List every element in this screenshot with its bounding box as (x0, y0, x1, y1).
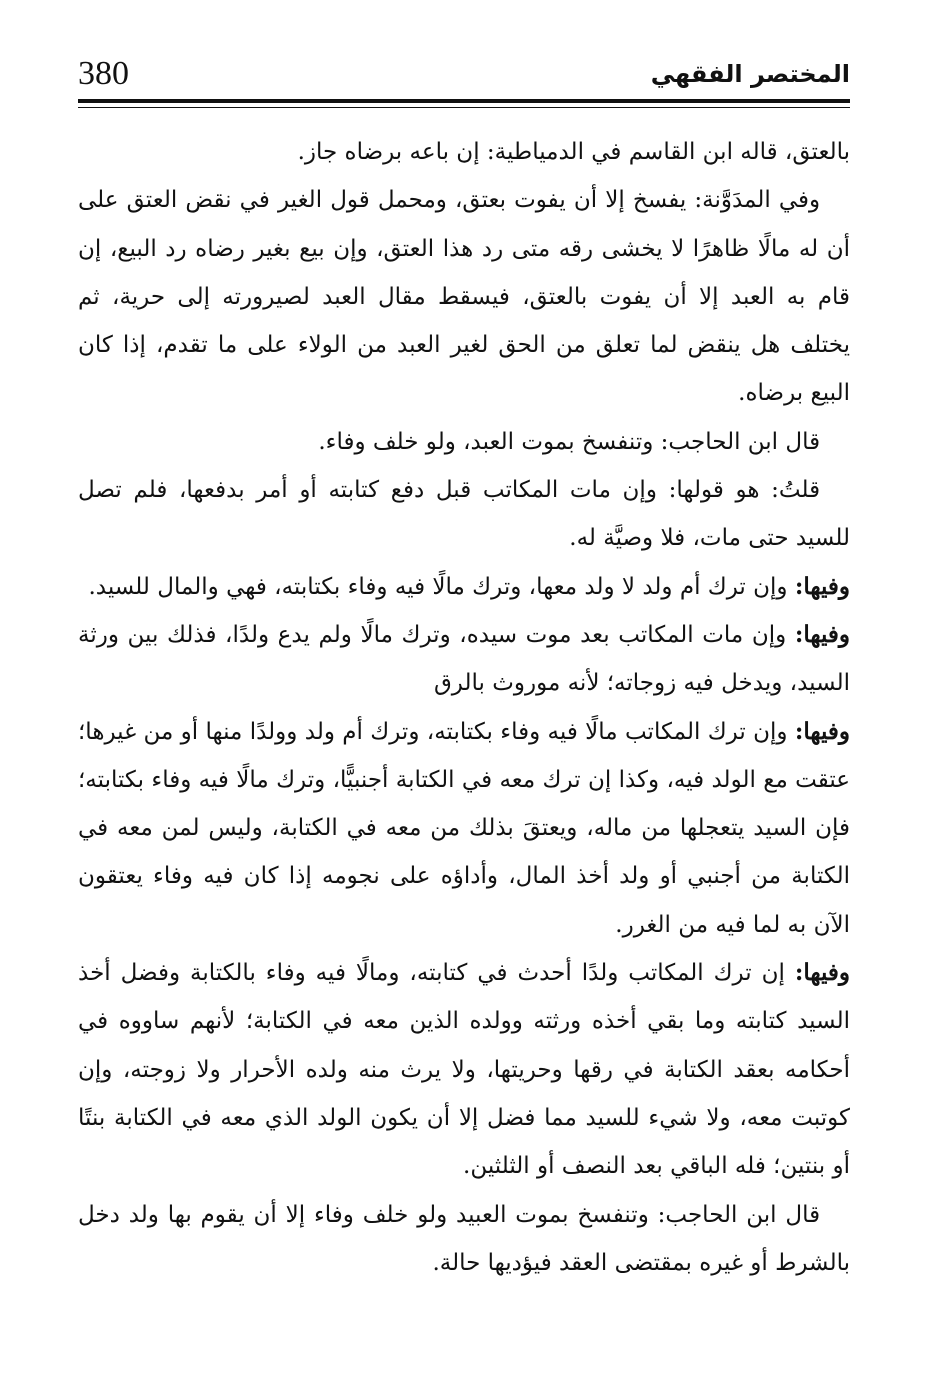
paragraph (78, 128, 850, 176)
paragraph-text: وفي المدَوَّنة: يفسخ إلا أن يفوت بعتق، ومحمل قول الغير في نقض العتق على أن له مالًا ظاهرًا لا يخشى رقه متى رد هذا العتق، وإن بيع بغير رضاه رد البيع، إن قام به العبد إلا أن يفوت بالعتق، فيسقط مقال العبد لصيرورته إلى حرية، ثم يختلف هل ينقض لما تعلق من الحق لغير العبد من الولاء على ما تقدم، إذا كان البيع برضاه. (78, 187, 850, 407)
paragraph (78, 708, 850, 949)
paragraph-lead: وفيها: (794, 620, 850, 648)
paragraph-lead: وفيها: (794, 959, 850, 987)
paragraph (78, 418, 850, 466)
paragraph-text: قال ابن الحاجب: وتنفسخ بموت العبيد ولو خلف وفاء إلا أن يقوم بها ولد دخل بالشرط أو غيره بمقتضى العقد فيؤديها حالة. (78, 1201, 850, 1276)
paragraph-text: وإن مات المكاتب بعد موت سيده، وترك مالًا ولم يدع ولدًا، فذلك بين ورثة السيد، ويدخل فيه زوجاته؛ لأنه موروث بالرق (78, 621, 850, 697)
paragraph-text: قال ابن الحاجب: وتنفسخ بموت العبد، ولو خلف وفاء. (318, 428, 821, 455)
paragraph-text: وإن ترك المكاتب مالًا فيه وفاء بكتابته، وترك أم ولد وولدًا منها أو من غيرها؛ عتقت مع الولد فيه، وكذا إن ترك معه في الكتابة أجنبيًّا، وترك مالًا فيه وفاء بكتابته؛ فإن السيد يتعجلها من ماله، ويعتقَ بذلك من معه في الكتابة، وليس لمن معه في الكتابة من أجنبي أو ولد أخذ المال، وأداؤه على نجومه إذا كان فيه وفاء يعتقون الآن به لما فيه من الغرر. (78, 718, 850, 938)
paragraph (78, 1191, 850, 1288)
header-rule-thin (78, 107, 850, 108)
paragraph (78, 611, 850, 708)
header-rule-thick (78, 99, 850, 103)
running-title: المختصر الفقهي (650, 60, 850, 88)
paragraph-lead: وفيها: (794, 717, 851, 745)
paragraph-text: بالعتق، قاله ابن القاسم في الدمياطية: إن باعه برضاه جاز. (297, 139, 850, 165)
paragraph-text: إن ترك المكاتب ولدًا أحدث في كتابته، ومالًا فيه وفاء بالكتابة وفضل أخذ السيد كتابته وما بقي أخذه ورثته وولده الذين معه في الكتابة؛ لأنهم ساووه في أحكامه بعقد الكتابة في رقها وحريتها، ولا يرث منه ولده الأحرار ولا زوجته، وإن كوتبت معه، ولا شيء للسيد مما فضل إلا أن يكون الولد الذي معه في الكتابة بنتًا أو بنتين؛ فله الباقي بعد النصف أو الثلثين. (78, 960, 850, 1180)
paragraph (78, 949, 850, 1190)
paragraph (78, 466, 850, 563)
paragraph-text: قلتُ: هو قولها: وإن مات المكاتب قبل دفع كتابته أو أمر بدفعها، فلم تصل للسيد حتى مات، فلا وصيَّة له. (78, 477, 850, 552)
paragraph-text: وإن ترك أم ولد لا ولد معها، وترك مالًا فيه وفاء بكتابته، فهي والمال للسيد. (88, 573, 795, 600)
page-number: 380 (78, 55, 129, 92)
body-text (78, 128, 850, 1287)
paragraph-lead: وفيها: (794, 572, 850, 600)
paragraph (78, 176, 850, 417)
page-header (78, 50, 850, 98)
paragraph (78, 563, 850, 611)
